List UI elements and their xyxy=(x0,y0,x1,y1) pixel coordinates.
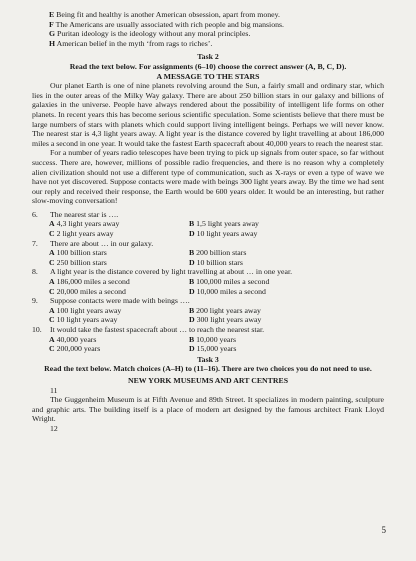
option-b: B 100,000 miles a second xyxy=(189,277,270,287)
item-text: Puritan ideology is the ideology without any moral principles. xyxy=(57,29,251,39)
option-a: A 100 light years away xyxy=(49,305,122,315)
task3-title: NEW YORK MUSEUMS AND ART CENTRES xyxy=(127,375,289,385)
option-c: C 10 light years away xyxy=(49,315,118,325)
task2-instruction: Read the text below. For assignments (6–10) choose the correct answer (A, B, C, D). xyxy=(69,61,347,71)
option-a: A 186,000 miles a second xyxy=(49,277,130,287)
list-item xyxy=(49,39,384,49)
question-number: 10. xyxy=(32,325,42,334)
option-a: A 40,000 years xyxy=(49,334,97,344)
question-number: 9. xyxy=(32,296,38,306)
question-number: 7. xyxy=(32,238,38,248)
item-text: American belief in the myth ‘from rags to riches’. xyxy=(56,38,213,48)
top-items xyxy=(32,10,384,48)
option-d: D 10,000 miles a second xyxy=(189,286,266,296)
item-letter: G xyxy=(49,29,56,39)
task3-paragraph-11: The Guggenheim Museum is at Fifth Avenue and 89th Street. It specializes in modern painting, sculpture and graphic arts. The building itself is a place of modern art designed by the famous architect Frank Lloyd Wright. xyxy=(32,395,384,424)
question-10 xyxy=(32,325,384,354)
question-text: There are about … in our galaxy. xyxy=(50,238,154,248)
item-text: Being fit and healthy is another American obsession, apart from money. xyxy=(56,10,280,19)
question-number: 8. xyxy=(32,267,38,277)
option-a: A 100 billion stars xyxy=(49,248,107,258)
option-d: D 15,000 years xyxy=(189,344,237,354)
task3-number-12: 12 xyxy=(50,423,58,433)
option-c: C 200,000 years xyxy=(49,344,101,354)
task2-title: A MESSAGE TO THE STARS xyxy=(156,71,260,81)
option-a: A 4,3 light years away xyxy=(49,219,120,229)
question-number: 6. xyxy=(32,209,38,219)
item-text: The Americans are usually associated with rich people and big mansions. xyxy=(55,19,285,29)
option-b: B 1,5 light years away xyxy=(189,219,259,229)
option-d: D 10 light years away xyxy=(189,229,258,239)
task2-heading: Task 2 xyxy=(197,52,219,62)
option-b: B 200 light years away xyxy=(189,305,261,315)
task3-instruction: Read the text below. Match choices (A–H) to (11–16). There are two choices you do not need to use. xyxy=(44,364,372,374)
question-text: It would take the fastest spacecraft about … to reach the nearest star. xyxy=(50,325,265,334)
item-letter: H xyxy=(49,38,56,48)
item-letter: F xyxy=(49,19,54,29)
question-9 xyxy=(32,296,384,325)
option-d: D 10 billion stars xyxy=(189,257,243,267)
task2-paragraph-2: For a number of years radio telescopes have been trying to pick up signals from outer space, so far without success. There are, however, millions of possible radio frequencies, and there is no reason why a completely alien civilization should not use a different type of communication, such as X-rays or even a type of wave we have not yet discovered. Suppose contacts were made with beings 300 light years away. By the time we had sent our reply and received their response, the Earth would be 600 years older. It would be an interesting, but rather slow-moving conversation! xyxy=(32,148,384,206)
task3-number-11: 11 xyxy=(50,385,58,395)
list-item xyxy=(49,10,384,20)
question-6 xyxy=(32,210,384,239)
option-d: D 300 light years away xyxy=(189,315,262,325)
question-8 xyxy=(32,267,384,296)
question-text: Suppose contacts were made with beings …. xyxy=(50,296,190,306)
page-content xyxy=(32,10,384,434)
item-letter: E xyxy=(49,10,55,19)
task3-heading: Task 3 xyxy=(197,354,219,364)
list-item xyxy=(49,20,384,30)
question-text: A light year is the distance covered by light travelling at about … in one year. xyxy=(50,267,293,277)
list-item xyxy=(49,29,384,39)
option-b: B 200 billion stars xyxy=(189,248,247,258)
task2-paragraph-1: Our planet Earth is one of nine planets revolving around the Sun, a fairly small and ordinary star, which lies in the outer areas of the Milky Way galaxy. There are about 250 billion stars in our galaxy and billions of galaxies in the universe. People have always rendered about the possibility of intelligent life forms on other planets. In recent years this has become serious scientific speculation. Some scientists believe that there must be large numbers of stars with planets which could support living intelligent beings. Perhaps we will never know. The nearest star is 4,3 light years away. A light year is the distance covered by light travelling at about 186,000 miles a second in one year. It would take the fastest Earth spacecraft about 40,000 years to reach the nearest star. xyxy=(32,81,384,148)
option-b: B 10,000 years xyxy=(189,334,236,344)
option-c: C 250 billion stars xyxy=(49,257,107,267)
option-c: C 20,000 miles a second xyxy=(49,286,126,296)
option-c: C 2 light years away xyxy=(49,229,114,239)
question-text: The nearest star is …. xyxy=(50,209,119,219)
page-number: 5 xyxy=(381,525,386,535)
question-7 xyxy=(32,239,384,268)
